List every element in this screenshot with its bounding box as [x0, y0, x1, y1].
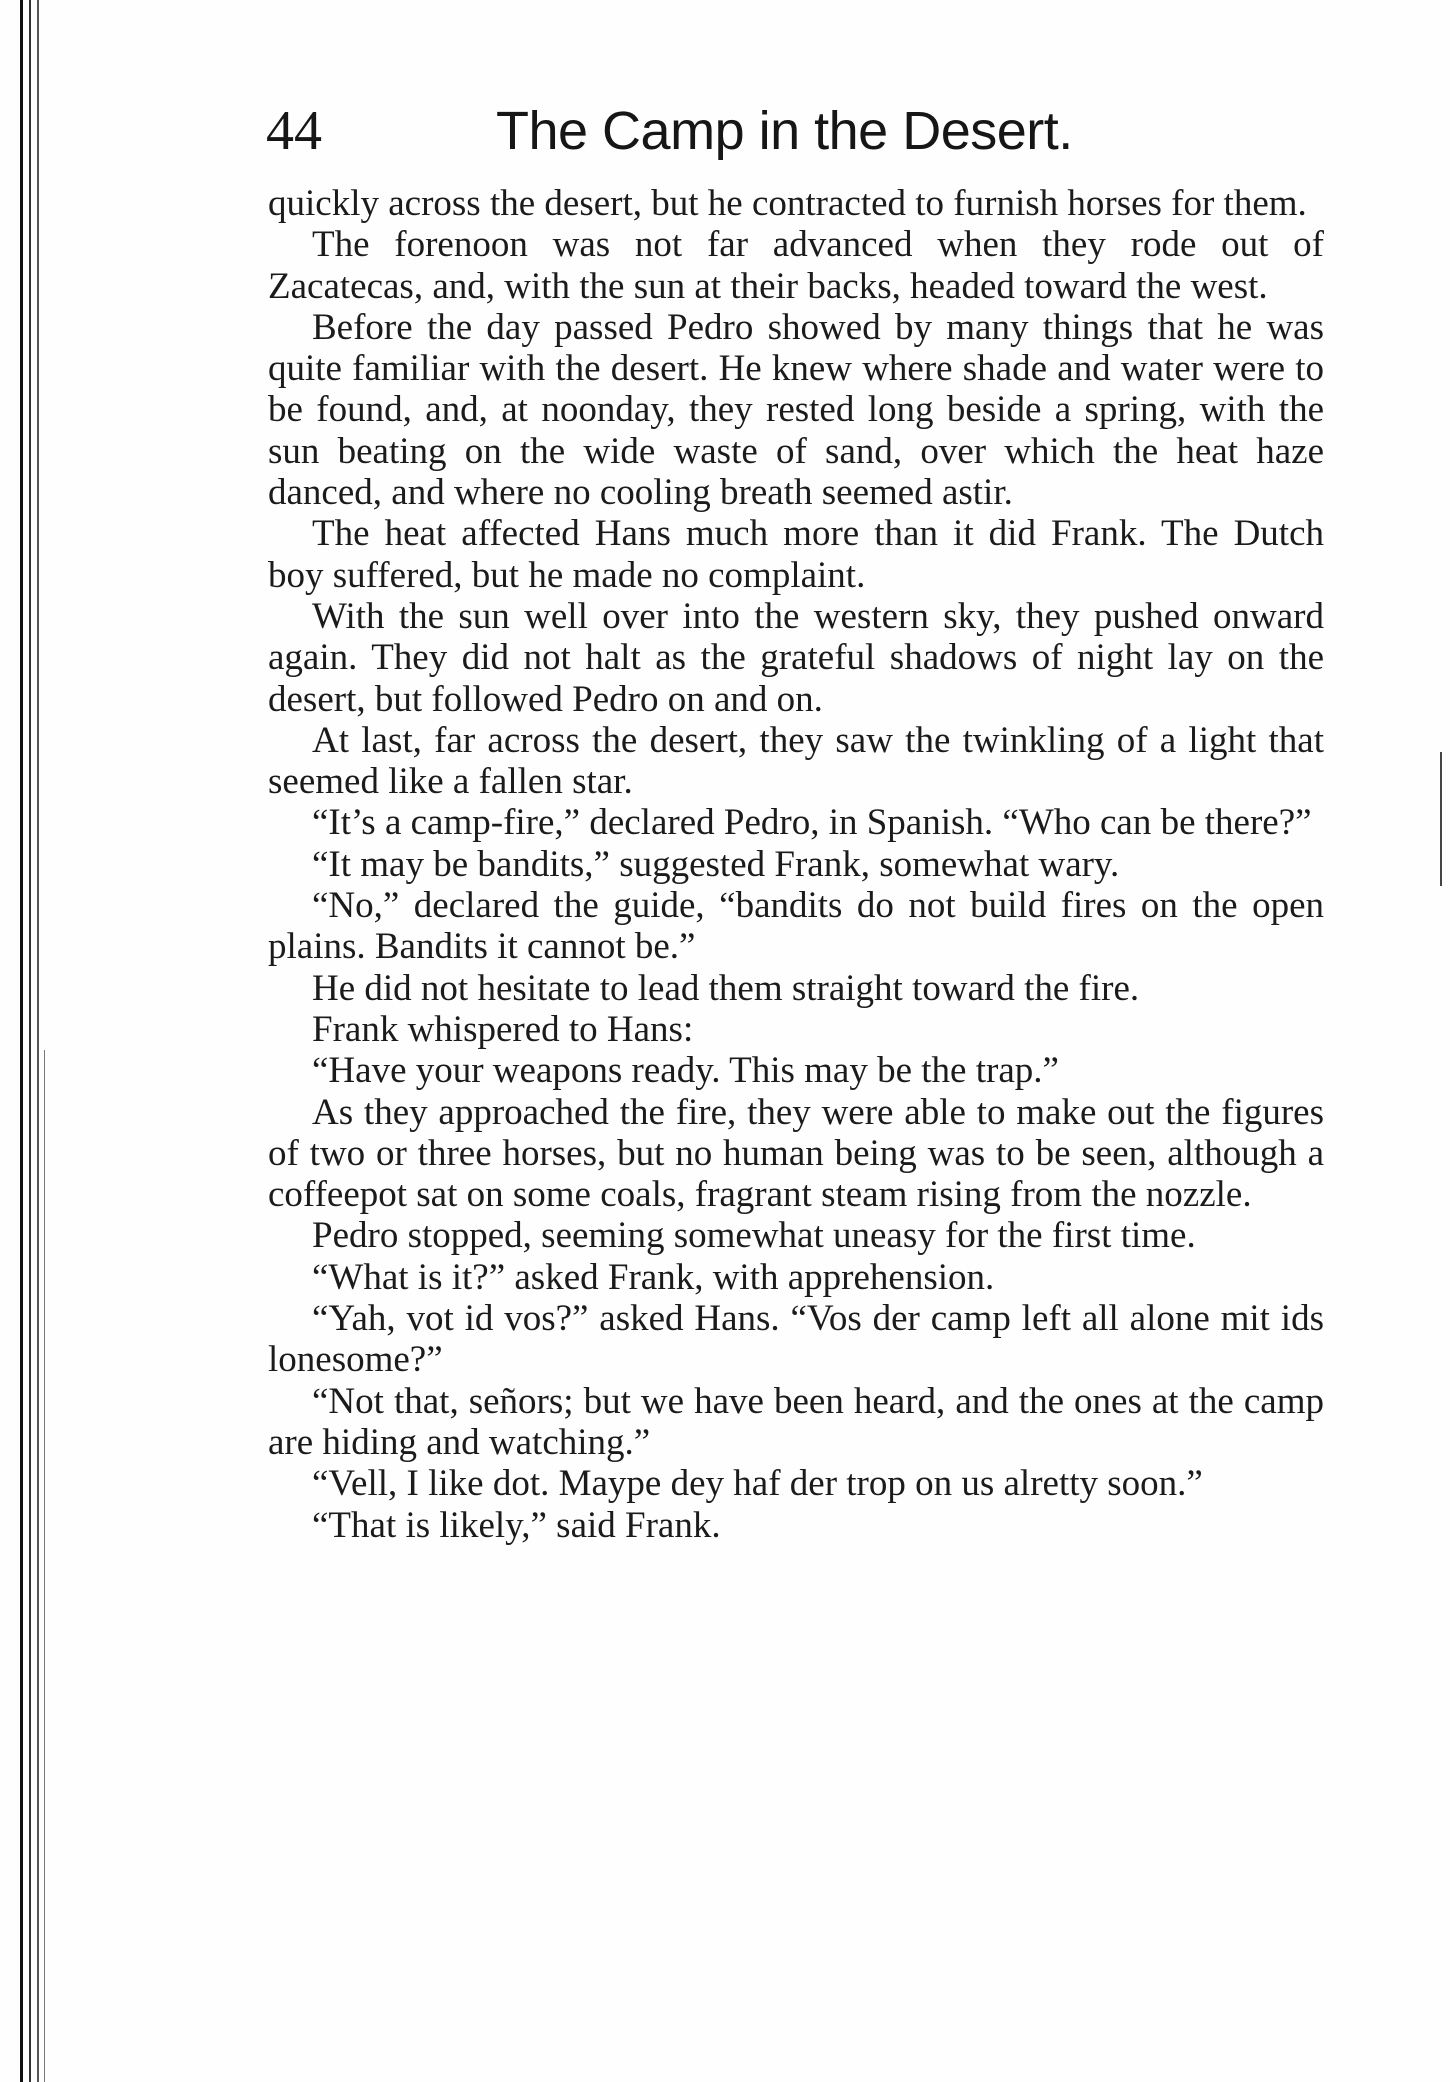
paragraph: At last, far across the desert, they saw the twinkling of a light that seemed like a fallen star. — [268, 719, 1324, 803]
paragraph: “It may be bandits,” suggested Frank, somewhat wary. — [312, 843, 1120, 885]
paragraph: The heat affected Hans much more than it did Frank. The Dutch boy suffered, but he made no complaint. — [268, 513, 1324, 596]
paragraph: “Not that, señors; but we have been heard, and the ones at the camp are hiding and watching.” — [268, 1380, 1324, 1463]
paragraph: The forenoon was not far advanced when they rode out of Zacatecas, and, with the sun at their backs, headed toward the west. — [268, 224, 1324, 307]
margin-mark — [1440, 752, 1442, 886]
page-number: 44 — [266, 100, 322, 162]
paragraph: “What is it?” asked Frank, with apprehension. — [312, 1256, 995, 1298]
paragraph: With the sun well over into the western sky, they pushed onward again. They did not halt as the grateful shadows of night lay on the desert, but followed Pedro on and on. — [268, 595, 1324, 720]
paragraph: “Vell, I like dot. Maype dey haf der trop on us alretty soon.” — [312, 1463, 1203, 1505]
paragraph: As they approached the fire, they were able to make out the figures of two or three horses, but no human being was to be seen, although a coffeepot sat on some coals, fragrant steam rising from the nozzle. — [268, 1091, 1324, 1216]
paragraph: “Yah, vot id vos?” asked Hans. “Vos der camp left all alone mit ids lonesome?” — [268, 1298, 1324, 1381]
paragraph: “That is likely,” said Frank. — [312, 1504, 721, 1546]
paragraph: “Have your weapons ready. This may be the trap.” — [312, 1050, 1059, 1092]
paragraph: Pedro stopped, seeming somewhat uneasy for the first time. — [312, 1215, 1196, 1257]
paragraph: Frank whispered to Hans: — [312, 1008, 694, 1050]
binding-edge-line — [37, 0, 39, 2082]
binding-edge-line — [44, 1050, 45, 2082]
binding-edge-line — [20, 0, 23, 2082]
paragraph: He did not hesitate to lead them straight toward the fire. — [312, 967, 1140, 1009]
page-header — [262, 96, 1332, 166]
paragraph: quickly across the desert, but he contracted to furnish horses for them. — [268, 183, 1307, 224]
paragraph: “No,” declared the guide, “bandits do not build fires on the open plains. Bandits it cannot be.” — [268, 885, 1324, 968]
body-text — [268, 183, 1324, 1546]
paragraph: “It’s a camp-fire,” declared Pedro, in Spanish. “Who can be there?” — [312, 802, 1312, 844]
binding-edge-line — [29, 0, 31, 2082]
running-title: The Camp in the Desert. — [496, 101, 1073, 161]
paragraph: Before the day passed Pedro showed by many things that he was quite familiar with the desert. He knew where shade and water were to be found, and, at noonday, they rested long beside a spring, with the sun beating on the wide waste of sand, over which the heat haze danced, and where no cooling breath seemed astir. — [268, 306, 1324, 514]
